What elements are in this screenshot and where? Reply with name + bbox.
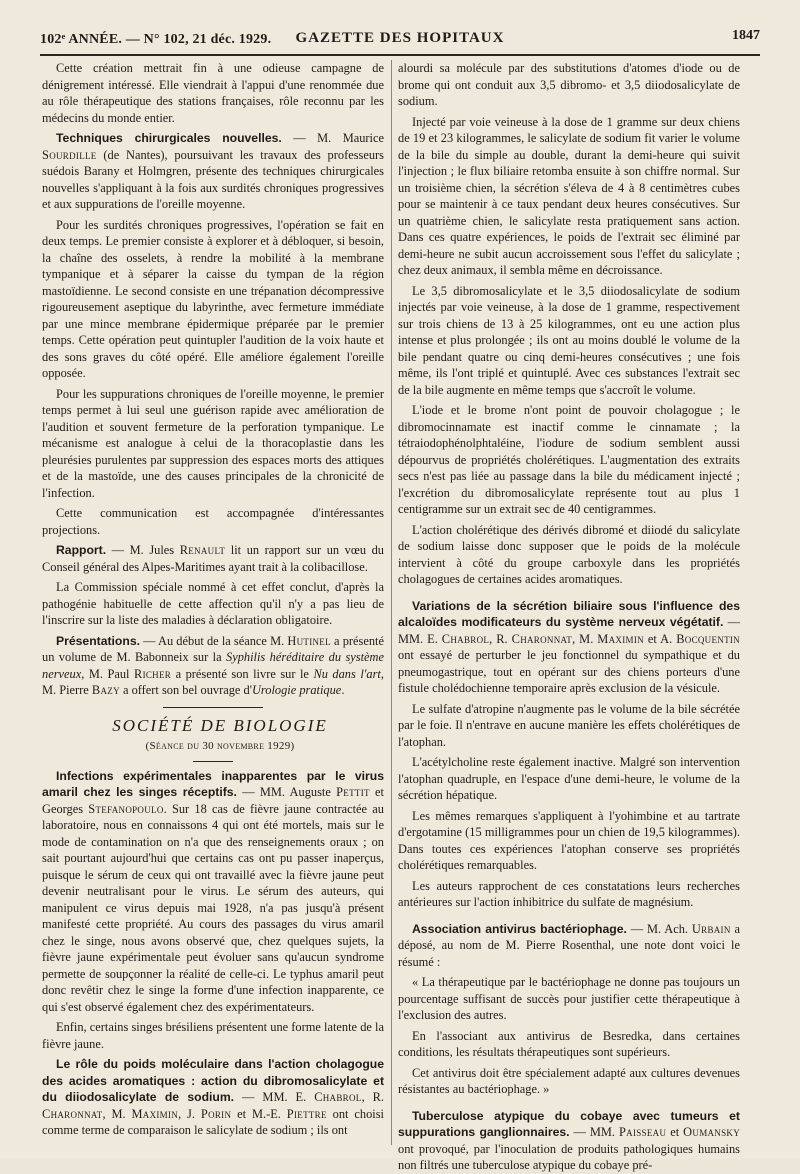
section-heading: Rapport. [56,543,107,557]
society-title: SOCIÉTÉ DE BIOLOGIE [112,715,328,735]
section-heading: Tuberculose atypique du cobaye avec tumeurs et suppurations ganglionnaires. [398,1108,740,1139]
author-name: Maximin [597,631,644,646]
section-heading: Variations de la sécrétion biliaire sous l'influence des alcaloïdes modificateurs du système nerveux végétatif. [398,598,740,629]
paragraph: Enfin, certains singes brésiliens présentent une forme latente de la fièvre jaune. [42,1020,384,1051]
paragraph: Association antivirus bactériophage. — M. Ach. Urbain a déposé, au nom de M. Pierre Rosenthal, une note dont voici le résumé : [398,921,741,969]
section-heading: Infections expérimentales inapparentes par le virus amaril chez les singes réceptifs. [42,768,384,799]
right-column [398,60,741,1172]
paragraph: Cet antivirus doit être spécialement adapté aux cultures devenues résistantes au bactériophage. » [398,1065,740,1096]
section-heading: Présentations. [56,633,140,648]
paragraph: Présentations. — Au début de la séance M. Hutinel a présenté un volume de M. Babonneix sur la Syphilis héréditaire du système nerveux, M. Paul Richer a présenté son livre sur le Nu dans l'art, M. Pierre Bazy a offert son bel ouvrage d'Urologie pratique. [42,633,384,697]
paragraph: Tuberculose atypique du cobaye avec tumeurs et suppurations ganglionnaires. — MM. Paisseau et Oumansky ont provoqué, par l'inoculation de produits pathologiques humains non filtrés une tuberculose atypique du cobaye pré- [398,1108,740,1172]
section-separator [163,707,263,708]
author-name: Maximin [131,1106,179,1121]
paragraph: Le 3,5 dibromosalicylate et le 3,5 diiodosalicylate de sodium injectés par voie veineuse, à la dose de 1 gramme, respectivement sur trois chiens de 13 à 25 kilogrammes, ont eu une action plus intense et plus prolongée ; ils ont au moins doublé le volume de la bile pendant quatre ou cinq demi-heures consécutives ; une fois même, ils l'ont triplé et quintuplé. Avec ces substances l'extrait sec de la bile augmente en même temps que s'accroît le volume. [398,283,740,397]
author-name: Charonnat [511,631,573,646]
author-name: Urbain [691,921,731,936]
author-name: Charonnat [42,1106,103,1121]
section-heading: Le rôle du poids moléculaire dans l'action cholagogue des acides aromatiques : action du dibromosalicylate et du diiodosalicylate de sodium. [42,1057,384,1104]
author-name: Stefanopoulo [88,801,164,816]
column-divider [391,60,392,1145]
header-rule [40,54,760,56]
author-name: Oumansky [683,1125,740,1139]
paragraph: Le rôle du poids moléculaire dans l'action cholagogue des acides aromatiques : action du dibromosalicylate et du diiodosalicylate de sodium. — MM. E. Chabrol, R. Charonnat, M. Maximin, J. Porin et M.-E. Piettre ont choisi comme terme de comparaison le salicylate de sodium ; ils ont [42,1057,384,1137]
session-date: (Séance du 30 novembre 1929) [145,740,295,752]
author-name: Paisseau [618,1125,667,1139]
paragraph: Le sulfate d'atropine n'augmente pas le volume de la bile sécrétée par le foie. Il n'entrave en aucune manière les effets cholérétiques de l'atophan. [398,701,740,749]
author-name: Sourdille [42,147,97,162]
book-title: Nu dans l'art [313,666,381,681]
author-name: Piettre [286,1106,327,1121]
paragraph: « La thérapeutique par le bactériophage ne donne pas toujours un pourcentage suffisant de succès pour justifier cette thérapeutique à l'exclusion des autres. [398,975,740,1022]
author-name: Bazy [91,683,120,697]
author-name: Chabrol [314,1090,362,1104]
author-name: Chabrol [441,631,490,646]
book-title: Urologie pratique [251,683,342,697]
paragraph: Les auteurs rapprochent de ces constatations leurs recherches antérieures sur l'action inhibitrice du sulfate de magnésium. [398,878,740,909]
paragraph: Rapport. — M. Jules Renault lit un rapport sur un vœu du Conseil général des Alpes-Maritimes ayant trait à la colibacillose. [42,543,384,574]
paragraph: Variations de la sécrétion biliaire sous l'influence des alcaloïdes modificateurs du système nerveux végétatif. — MM. E. Chabrol, R. Charonnat, M. Maximin et A. Bocquentin ont essayé de perturber le jeu fonctionnel du sympathique et du pneumogastrique, tout en opérant sur des chiens porteurs d'une fistule cholédochienne temporaire après exclusion de la vésicule. [398,598,740,695]
paragraph: Injecté par voie veineuse à la dose de 1 gramme sur deux chiens de 19 et 23 kilogrammes, le salicylate de sodium fit varier le volume de la bile du simple au double, durant la demi-heure qui suivit l'injection ; le flux biliaire retomba ensuite à son chiffre normal. Sur un troisième chien, la sécrétion s'éleva de 4 à 8 centimètres cubes pour se maintenir à ce taux pendant deux heures consécutives. Sur un quatrième chien, le salicylate resta pratiquement sans action. Dans ces quatre expériences, le poids de l'extrait sec éliminé par demi-heure ne subit aucun accroissement sous l'effet du salicylate ; chez deux animaux, il sembla même en décroissance. [398,114,740,277]
author-name: Hutinel [287,633,331,648]
paragraph: Les mêmes remarques s'appliquent à l'yohimbine et au tartrate d'ergotamine (15 milligrammes pour un chien de 19,5 kilogrammes). Dans toutes ces expériences l'atophan conserve ses propriétés cholérétiques remarquables. [398,808,740,872]
paragraph: Cette communication est accompagnée d'intéressantes projections. [42,506,384,537]
journal-title: GAZETTE DES HOPITAUX [295,30,505,46]
page-number: 1847 [732,28,760,43]
paragraph: L'iode et le brome n'ont point de pouvoir cholagogue ; le dibromocinnamate est inactif comme le cinnamate ; la tétraiodophénolphtaléine, l'iodure de sodium semblent aussi dépourvus de propriétés cholérétiques. L'augmentation des extraits secs n'est pas liée au passage dans la bile du médicament injecté ; l'excrétion du dibromosalicylate représente tout au plus 1 centigramme sur un extrait sec de 40 centigrammes. [398,403,740,516]
paragraph: En l'associant aux antivirus de Besredka, dans certaines conditions, les résultats thérapeutiques sont supérieurs. [398,1028,740,1059]
left-column [42,60,384,1145]
paragraph: Techniques chirurgicales nouvelles. — M. Maurice Sourdille (de Nantes), poursuivant les travaux des professeurs suédois Barany et Holmgren, présente des techniques chirurgicales nouvelles s'appliquant à la fois aux surdités chroniques progressives et aux suppurations de l'oreille moyenne. [42,131,384,211]
paragraph: Cette création mettrait fin à une odieuse campagne de dénigrement intéressé. Elle viendrait à l'appui d'une renommée due au rôle thérapeutique des stations françaises, rôle reconnu par les médecins du monde entier. [42,61,384,125]
section-heading: Association antivirus bactériophage. [412,921,627,936]
paragraph: Pour les suppurations chroniques de l'oreille moyenne, le premier temps permet à lui seul une guérison rapide avec amélioration de l'audition et souvent fermeture de la perforation tympanique. Le mécanisme est analogue à celui de la thoracoplastie dans les pleurésies purulentes par suppression des espaces morts des attiques et de la mastoïde, une des causes principales de la chronicité de l'infection. [42,386,384,500]
section-heading: Techniques chirurgicales nouvelles. [56,131,282,145]
author-name: Richer [134,666,172,681]
paragraph: Infections expérimentales inapparentes par le virus amaril chez les singes réceptifs. — MM. Auguste Pettit et Georges Stefanopoulo. Sur 18 cas de fièvre jaune contractée au laboratoire, nous en connaissons 4 qui ont été mortels, mais sur le mode de contamination on n'a que des renseignements oraux ; on sait pourtant aujourd'hui que certains cas ont pu passer inaperçus, puisque le sérum de ceux qui ont travaillé avec la fièvre jaune peut devenir neutralisant pour le virus. Le sérum des auteurs, qui manipulent ce virus depuis mai 1928, n'a pas jusqu'à présent manifesté cette propriété. Au cours des passages du virus amaril chez le singe, nous avons observé que, chez quelques sujets, la fièvre jaune expérimentale peut évoluer sans qu'aucun syndrome permette de soupçonner la réalité de celle-ci. Le typhus amaril peut donc revêtir chez le singe la forme d'une infection inapparente, ce qui s'est observé également chez des expérimentateurs. [42,768,384,1014]
author-name: Porin [200,1106,232,1121]
author-name: Renault [179,543,226,557]
section-separator [193,761,233,762]
issue-info: 102ᵉ ANNÉE. — N° 102, 21 déc. 1929. [40,32,272,47]
paragraph: La Commission spéciale nommé à cet effet conclut, d'après la pathogénie habituelle de cette affection qu'il n'y a pas lieu de l'inscrire sur la liste des maladies à déclaration obligatoire. [42,580,384,627]
book-title: Syphilis héréditaire du système nerveux [42,650,384,681]
paragraph: L'acétylcholine reste également inactive. Malgré son intervention l'atophan quadruple, en l'espace d'une demi-heure, le volume de la sécrétion hépatique. [398,755,740,802]
author-name: Bocquentin [676,631,740,646]
page-header [40,28,760,52]
author-name: Pettit [336,785,370,799]
paragraph: L'action cholérétique des dérivés dibromé et diiodé du salicylate de sodium laisse donc supposer que le poids de la molécule intervient à côté du groupe carboxyle dans les propriétés cholagogues de certaines acides aromatiques. [398,522,740,586]
paragraph: alourdi sa molécule par des substitutions d'atomes d'iode ou de brome qui ont conduit aux 3,5 dibromo- et 3,5 diiodosalicylate de sodium. [398,61,740,108]
paragraph: Pour les surdités chroniques progressives, l'opération se fait en deux temps. Le premier consiste à explorer et à débloquer, si besoin, la chaîne des osselets, à rendre la mobilité à la membrane tympanique et à séparer la caisse du tympan de la région mastoïdienne. Le second consiste en une trépanation décompressive rigoureusement aseptique du labyrinthe, avec fermeture immédiate par une mince membrane épidermique préparée par le premier temps. Cette opération peut quintupler l'audition de la voix haute et des sons graves du côté opéré. Elle améliore également l'oreille opposée. [42,217,384,380]
